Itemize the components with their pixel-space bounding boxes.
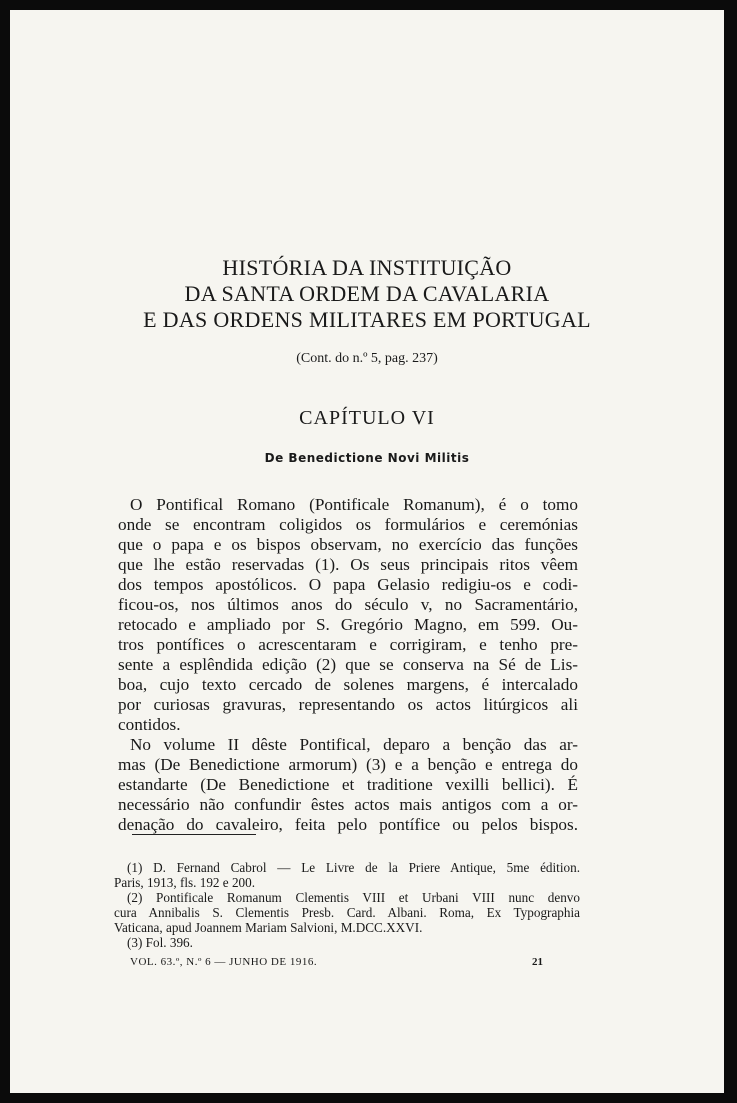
footnote-line: (3) Fol. 396. [127,935,193,950]
body-line: necessário não confundir êstes actos mais antigos com a or- [118,795,578,814]
body-line: tros pontífices o acrescentaram e corrigiram, e tenho pre- [118,635,578,654]
volume-info: VOL. 63.º, N.º 6 — JUNHO DE 1916. [130,956,318,968]
body-line: denação do cavaleiro, feita pelo pontífice ou pelos bispos. [118,815,578,834]
document-page [10,10,724,1093]
page-number: 21 [532,956,543,968]
body-line: mas (De Benedictione armorum) (3) e a benção e entrega do [118,755,578,774]
title-line-1: HISTÓRIA DA INSTITUIÇÃO [222,255,512,280]
body-line: dos tempos apostólicos. O papa Gelasio redigiu-os e codi- [118,575,578,594]
chapter-subtitle: De Benedictione Novi Militis [264,451,470,465]
body-line: retocado e ampliado por S. Gregório Magno, em 599. Ou- [118,615,578,634]
footnote-divider [132,834,256,835]
footnote-line: Paris, 1913, fls. 192 e 200. [114,875,256,890]
chapter-heading: CAPÍTULO VI [299,407,435,429]
body-line: No volume II dêste Pontifical, deparo a benção das ar- [130,735,578,754]
body-line: contidos. [118,715,181,734]
body-line: que o papa e os bispos observam, no exercício das funções [118,535,578,554]
body-line: ficou-os, nos últimos anos do século v, no Sacramentário, [118,595,578,614]
body-line: que lhe estão reservadas (1). Os seus principais ritos vêem [118,555,578,574]
footnote-line: (1) D. Fernand Cabrol — Le Livre de la Priere Antique, 5me édition. [127,860,580,875]
title-line-3: E DAS ORDENS MILITARES EM PORTUGAL [143,307,591,332]
body-line: boa, cujo texto cercado de solenes margens, é intercalado [118,675,578,694]
footnote-line: (2) Pontificale Romanum Clementis VIII et Urbani VIII nunc denvo [127,890,580,905]
body-line: O Pontifical Romano (Pontificale Romanum), é o tomo [130,495,578,514]
title-line-2: DA SANTA ORDEM DA CAVALARIA [184,281,550,306]
body-line: por curiosas gravuras, representando os actos litúrgicos ali [118,695,578,714]
continuation-note: (Cont. do n.º 5, pag. 237) [296,351,438,366]
footnote-line: cura Annibalis S. Clementis Presb. Card. Albani. Roma, Ex Typographia [114,905,580,920]
body-line: sente a esplêndida edição (2) que se conserva na Sé de Lis- [118,655,578,674]
footnote-line: Vaticana, apud Joannem Mariam Salvioni, M.DCC.XXVI. [114,920,423,935]
body-line: onde se encontram coligidos os formulários e ceremónias [118,515,578,534]
body-line: estandarte (De Benedictione et traditione vexilli bellici). É [118,775,578,794]
